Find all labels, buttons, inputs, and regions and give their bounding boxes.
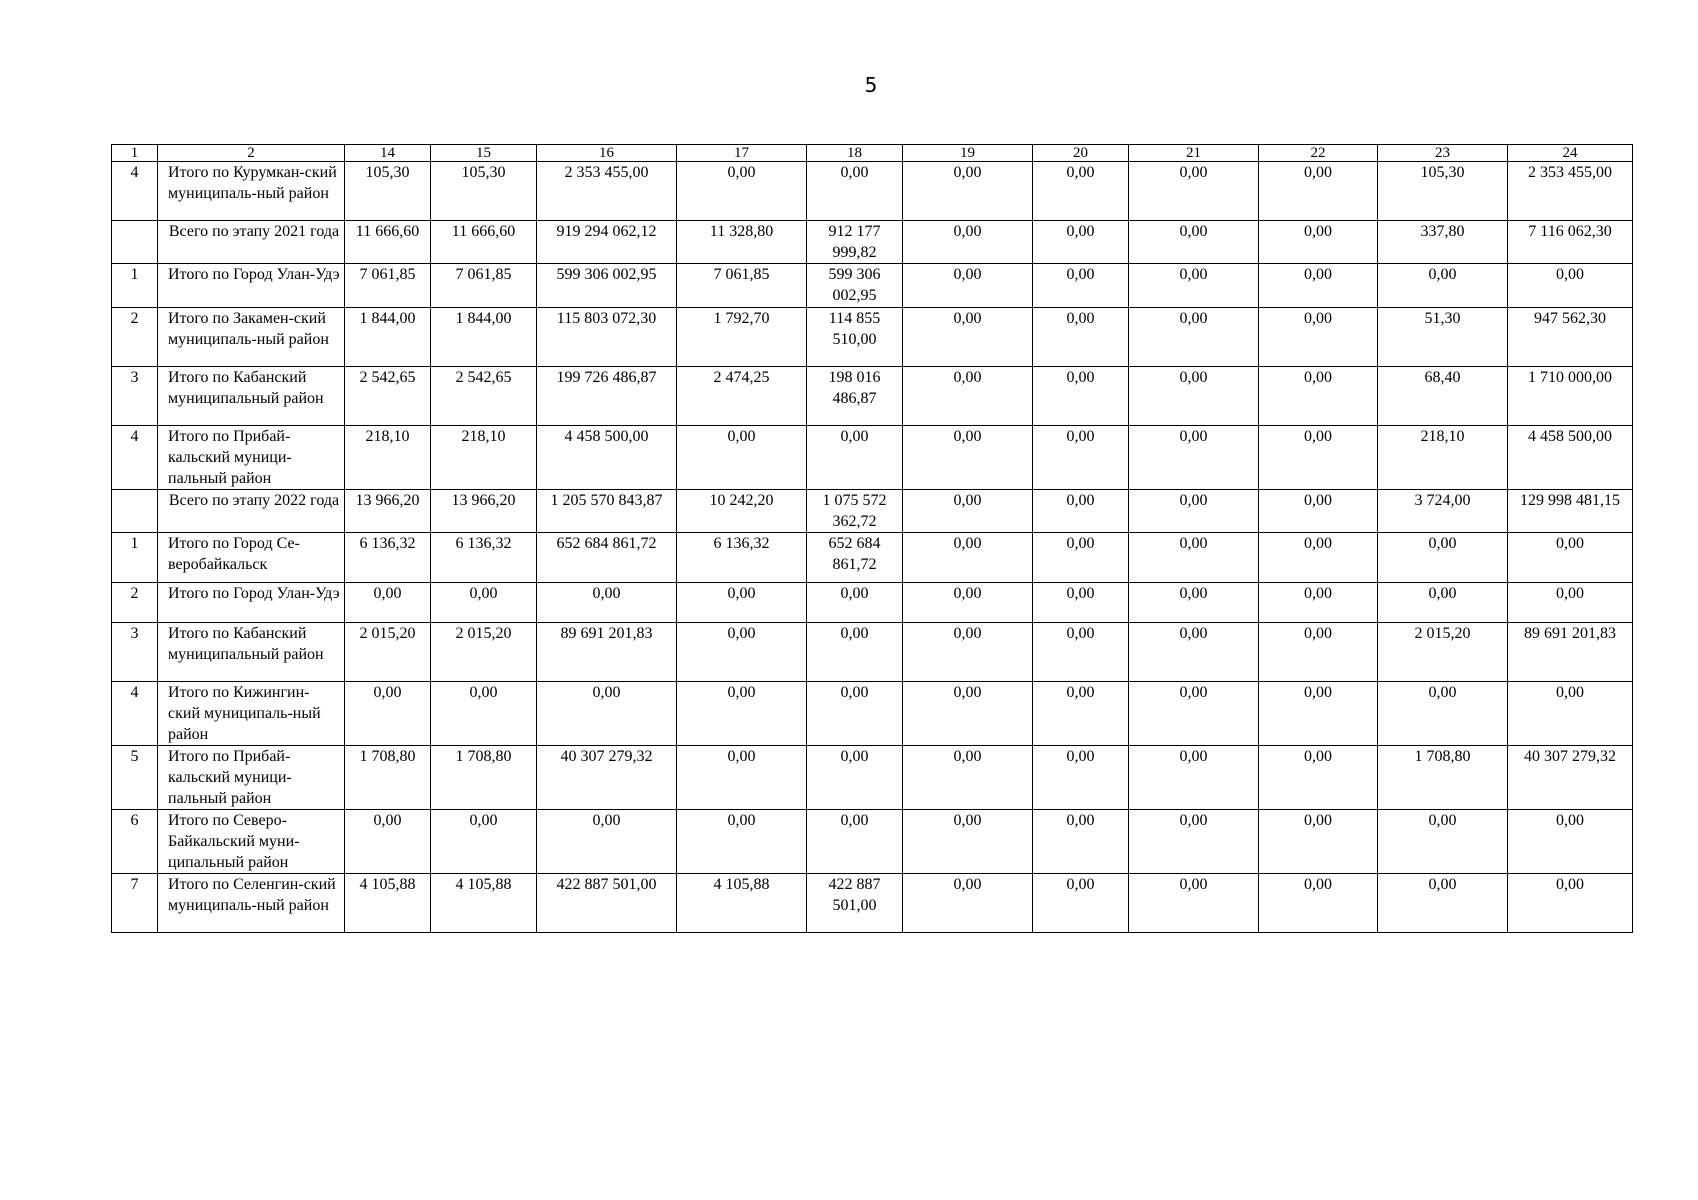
value-cell-col-23: 105,30 xyxy=(1378,162,1508,221)
value-cell-col-21: 0,00 xyxy=(1129,682,1259,746)
value-cell-col-24: 947 562,30 xyxy=(1508,308,1633,367)
value-cell-col-17: 1 792,70 xyxy=(677,308,807,367)
value-cell-col-16: 0,00 xyxy=(537,682,677,746)
value-cell-col-17: 2 474,25 xyxy=(677,367,807,426)
table-row xyxy=(112,583,1633,623)
value-cell-col-15: 11 666,60 xyxy=(431,221,537,264)
value-cell-col-23: 0,00 xyxy=(1378,264,1508,308)
value-cell-col-23: 0,00 xyxy=(1378,810,1508,874)
value-cell-col-22: 0,00 xyxy=(1259,221,1378,264)
row-name-cell: Всего по этапу 2022 года xyxy=(158,490,345,533)
value-cell-col-14: 2 542,65 xyxy=(345,367,431,426)
value-cell-col-16: 2 353 455,00 xyxy=(537,162,677,221)
row-index-cell: 3 xyxy=(112,367,158,426)
value-cell-col-15: 7 061,85 xyxy=(431,264,537,308)
value-cell-col-21: 0,00 xyxy=(1129,490,1259,533)
row-name-cell: Итого по Прибай-кальский муници-пальный район xyxy=(158,746,345,810)
value-cell-col-14: 105,30 xyxy=(345,162,431,221)
value-cell-col-22: 0,00 xyxy=(1259,682,1378,746)
total-row xyxy=(112,490,1633,533)
row-index-cell: 4 xyxy=(112,682,158,746)
value-cell-col-14: 218,10 xyxy=(345,426,431,490)
value-cell-col-20: 0,00 xyxy=(1033,426,1129,490)
value-cell-col-19: 0,00 xyxy=(903,810,1033,874)
row-index-cell: 4 xyxy=(112,426,158,490)
value-cell-col-21: 0,00 xyxy=(1129,874,1259,933)
column-header-22: 22 xyxy=(1259,145,1378,162)
row-index-cell: 3 xyxy=(112,623,158,682)
column-header-1: 1 xyxy=(112,145,158,162)
value-cell-col-20: 0,00 xyxy=(1033,162,1129,221)
value-cell-col-18: 0,00 xyxy=(807,162,903,221)
column-header-23: 23 xyxy=(1378,145,1508,162)
value-cell-col-23: 0,00 xyxy=(1378,682,1508,746)
column-header-14: 14 xyxy=(345,145,431,162)
value-cell-col-17: 0,00 xyxy=(677,583,807,623)
value-cell-col-19: 0,00 xyxy=(903,264,1033,308)
value-cell-col-17: 0,00 xyxy=(677,623,807,682)
value-cell-col-24: 7 116 062,30 xyxy=(1508,221,1633,264)
value-cell-col-20: 0,00 xyxy=(1033,264,1129,308)
value-cell-col-20: 0,00 xyxy=(1033,583,1129,623)
value-cell-col-23: 0,00 xyxy=(1378,533,1508,583)
value-cell-col-14: 1 844,00 xyxy=(345,308,431,367)
value-cell-col-18: 0,00 xyxy=(807,810,903,874)
value-cell-col-18: 0,00 xyxy=(807,583,903,623)
value-cell-col-17: 0,00 xyxy=(677,746,807,810)
value-cell-col-20: 0,00 xyxy=(1033,746,1129,810)
value-cell-col-19: 0,00 xyxy=(903,682,1033,746)
value-cell-col-22: 0,00 xyxy=(1259,623,1378,682)
row-index-cell: 5 xyxy=(112,746,158,810)
value-cell-col-14: 2 015,20 xyxy=(345,623,431,682)
value-cell-col-22: 0,00 xyxy=(1259,490,1378,533)
value-cell-col-20: 0,00 xyxy=(1033,682,1129,746)
value-cell-col-22: 0,00 xyxy=(1259,264,1378,308)
value-cell-col-18: 422 887 501,00 xyxy=(807,874,903,933)
value-cell-col-20: 0,00 xyxy=(1033,367,1129,426)
value-cell-col-16: 599 306 002,95 xyxy=(537,264,677,308)
row-index-cell: 1 xyxy=(112,264,158,308)
value-cell-col-20: 0,00 xyxy=(1033,490,1129,533)
value-cell-col-15: 1 844,00 xyxy=(431,308,537,367)
table-row xyxy=(112,533,1633,583)
value-cell-col-23: 0,00 xyxy=(1378,874,1508,933)
value-cell-col-24: 0,00 xyxy=(1508,810,1633,874)
table-body xyxy=(112,162,1633,933)
column-header-15: 15 xyxy=(431,145,537,162)
column-header-18: 18 xyxy=(807,145,903,162)
value-cell-col-14: 4 105,88 xyxy=(345,874,431,933)
table-header xyxy=(112,145,1633,162)
value-cell-col-22: 0,00 xyxy=(1259,162,1378,221)
column-header-19: 19 xyxy=(903,145,1033,162)
value-cell-col-15: 4 105,88 xyxy=(431,874,537,933)
value-cell-col-19: 0,00 xyxy=(903,746,1033,810)
column-header-21: 21 xyxy=(1129,145,1259,162)
value-cell-col-24: 0,00 xyxy=(1508,583,1633,623)
value-cell-col-17: 0,00 xyxy=(677,426,807,490)
value-cell-col-17: 7 061,85 xyxy=(677,264,807,308)
column-header-2: 2 xyxy=(158,145,345,162)
report-table xyxy=(111,144,1633,933)
value-cell-col-16: 4 458 500,00 xyxy=(537,426,677,490)
value-cell-col-16: 199 726 486,87 xyxy=(537,367,677,426)
value-cell-col-18: 0,00 xyxy=(807,426,903,490)
value-cell-col-17: 11 328,80 xyxy=(677,221,807,264)
column-header-20: 20 xyxy=(1033,145,1129,162)
value-cell-col-15: 0,00 xyxy=(431,682,537,746)
value-cell-col-19: 0,00 xyxy=(903,162,1033,221)
value-cell-col-14: 0,00 xyxy=(345,583,431,623)
table-row xyxy=(112,746,1633,810)
value-cell-col-21: 0,00 xyxy=(1129,746,1259,810)
value-cell-col-16: 652 684 861,72 xyxy=(537,533,677,583)
value-cell-col-15: 1 708,80 xyxy=(431,746,537,810)
value-cell-col-14: 11 666,60 xyxy=(345,221,431,264)
value-cell-col-18: 0,00 xyxy=(807,682,903,746)
value-cell-col-16: 0,00 xyxy=(537,583,677,623)
value-cell-col-14: 0,00 xyxy=(345,810,431,874)
column-header-24: 24 xyxy=(1508,145,1633,162)
row-name-cell: Итого по Курумкан-ский муниципаль-ный район xyxy=(158,162,345,221)
value-cell-col-23: 3 724,00 xyxy=(1378,490,1508,533)
value-cell-col-16: 1 205 570 843,87 xyxy=(537,490,677,533)
value-cell-col-15: 2 015,20 xyxy=(431,623,537,682)
value-cell-col-23: 1 708,80 xyxy=(1378,746,1508,810)
value-cell-col-16: 0,00 xyxy=(537,810,677,874)
value-cell-col-18: 912 177 999,82 xyxy=(807,221,903,264)
value-cell-col-22: 0,00 xyxy=(1259,426,1378,490)
value-cell-col-17: 6 136,32 xyxy=(677,533,807,583)
value-cell-col-17: 0,00 xyxy=(677,810,807,874)
value-cell-col-19: 0,00 xyxy=(903,874,1033,933)
row-index-cell: 4 xyxy=(112,162,158,221)
value-cell-col-20: 0,00 xyxy=(1033,221,1129,264)
value-cell-col-15: 0,00 xyxy=(431,810,537,874)
row-name-cell: Итого по Кабанский муниципальный район xyxy=(158,367,345,426)
value-cell-col-16: 40 307 279,32 xyxy=(537,746,677,810)
value-cell-col-23: 51,30 xyxy=(1378,308,1508,367)
value-cell-col-19: 0,00 xyxy=(903,490,1033,533)
row-index-cell: 1 xyxy=(112,533,158,583)
value-cell-col-24: 1 710 000,00 xyxy=(1508,367,1633,426)
page-number: 5 xyxy=(864,73,878,97)
value-cell-col-22: 0,00 xyxy=(1259,367,1378,426)
table-row xyxy=(112,426,1633,490)
value-cell-col-14: 7 061,85 xyxy=(345,264,431,308)
value-cell-col-18: 0,00 xyxy=(807,623,903,682)
row-name-cell: Итого по Город Се-веробайкальск xyxy=(158,533,345,583)
value-cell-col-15: 6 136,32 xyxy=(431,533,537,583)
value-cell-col-24: 0,00 xyxy=(1508,264,1633,308)
value-cell-col-24: 89 691 201,83 xyxy=(1508,623,1633,682)
value-cell-col-21: 0,00 xyxy=(1129,583,1259,623)
value-cell-col-20: 0,00 xyxy=(1033,533,1129,583)
value-cell-col-18: 114 855 510,00 xyxy=(807,308,903,367)
value-cell-col-23: 2 015,20 xyxy=(1378,623,1508,682)
value-cell-col-19: 0,00 xyxy=(903,533,1033,583)
value-cell-col-22: 0,00 xyxy=(1259,810,1378,874)
value-cell-col-15: 13 966,20 xyxy=(431,490,537,533)
table-row xyxy=(112,874,1633,933)
row-name-cell: Итого по Город Улан-Удэ xyxy=(158,583,345,623)
row-name-cell: Итого по Кижингин-ский муниципаль-ный район xyxy=(158,682,345,746)
total-row xyxy=(112,221,1633,264)
value-cell-col-17: 4 105,88 xyxy=(677,874,807,933)
column-header-17: 17 xyxy=(677,145,807,162)
value-cell-col-18: 652 684 861,72 xyxy=(807,533,903,583)
row-name-cell: Итого по Закамен-ский муниципаль-ный район xyxy=(158,308,345,367)
value-cell-col-16: 115 803 072,30 xyxy=(537,308,677,367)
value-cell-col-18: 599 306 002,95 xyxy=(807,264,903,308)
row-index-cell: 6 xyxy=(112,810,158,874)
value-cell-col-16: 89 691 201,83 xyxy=(537,623,677,682)
value-cell-col-24: 2 353 455,00 xyxy=(1508,162,1633,221)
value-cell-col-18: 198 016 486,87 xyxy=(807,367,903,426)
row-name-cell: Итого по Кабанский муниципальный район xyxy=(158,623,345,682)
value-cell-col-19: 0,00 xyxy=(903,367,1033,426)
value-cell-col-14: 1 708,80 xyxy=(345,746,431,810)
table-row xyxy=(112,264,1633,308)
value-cell-col-21: 0,00 xyxy=(1129,810,1259,874)
table-row xyxy=(112,623,1633,682)
value-cell-col-21: 0,00 xyxy=(1129,264,1259,308)
value-cell-col-14: 13 966,20 xyxy=(345,490,431,533)
value-cell-col-21: 0,00 xyxy=(1129,367,1259,426)
value-cell-col-20: 0,00 xyxy=(1033,810,1129,874)
value-cell-col-16: 422 887 501,00 xyxy=(537,874,677,933)
value-cell-col-21: 0,00 xyxy=(1129,426,1259,490)
value-cell-col-21: 0,00 xyxy=(1129,162,1259,221)
value-cell-col-16: 919 294 062,12 xyxy=(537,221,677,264)
value-cell-col-24: 0,00 xyxy=(1508,682,1633,746)
value-cell-col-14: 6 136,32 xyxy=(345,533,431,583)
value-cell-col-19: 0,00 xyxy=(903,623,1033,682)
value-cell-col-22: 0,00 xyxy=(1259,583,1378,623)
value-cell-col-17: 10 242,20 xyxy=(677,490,807,533)
value-cell-col-20: 0,00 xyxy=(1033,308,1129,367)
value-cell-col-19: 0,00 xyxy=(903,426,1033,490)
value-cell-col-19: 0,00 xyxy=(903,221,1033,264)
column-header-16: 16 xyxy=(537,145,677,162)
value-cell-col-22: 0,00 xyxy=(1259,308,1378,367)
row-name-cell: Итого по Селенгин-ский муниципаль-ный район xyxy=(158,874,345,933)
row-name-cell: Итого по Северо-Байкальский муни-ципальный район xyxy=(158,810,345,874)
table-row xyxy=(112,682,1633,746)
value-cell-col-18: 1 075 572 362,72 xyxy=(807,490,903,533)
value-cell-col-19: 0,00 xyxy=(903,308,1033,367)
value-cell-col-15: 0,00 xyxy=(431,583,537,623)
value-cell-col-21: 0,00 xyxy=(1129,308,1259,367)
value-cell-col-17: 0,00 xyxy=(677,682,807,746)
value-cell-col-17: 0,00 xyxy=(677,162,807,221)
value-cell-col-21: 0,00 xyxy=(1129,221,1259,264)
value-cell-col-19: 0,00 xyxy=(903,583,1033,623)
row-name-cell: Итого по Прибай-кальский муници-пальный район xyxy=(158,426,345,490)
value-cell-col-18: 0,00 xyxy=(807,746,903,810)
value-cell-col-24: 0,00 xyxy=(1508,874,1633,933)
value-cell-col-15: 105,30 xyxy=(431,162,537,221)
table-row xyxy=(112,367,1633,426)
row-index-cell xyxy=(112,221,158,264)
value-cell-col-24: 129 998 481,15 xyxy=(1508,490,1633,533)
column-number-row xyxy=(112,145,1633,162)
row-name-cell: Итого по Город Улан-Удэ xyxy=(158,264,345,308)
value-cell-col-20: 0,00 xyxy=(1033,623,1129,682)
value-cell-col-24: 40 307 279,32 xyxy=(1508,746,1633,810)
value-cell-col-14: 0,00 xyxy=(345,682,431,746)
value-cell-col-23: 68,40 xyxy=(1378,367,1508,426)
value-cell-col-23: 337,80 xyxy=(1378,221,1508,264)
table-row xyxy=(112,308,1633,367)
value-cell-col-15: 218,10 xyxy=(431,426,537,490)
value-cell-col-21: 0,00 xyxy=(1129,533,1259,583)
value-cell-col-22: 0,00 xyxy=(1259,746,1378,810)
row-name-cell: Всего по этапу 2021 года xyxy=(158,221,345,264)
row-index-cell: 7 xyxy=(112,874,158,933)
table-row xyxy=(112,810,1633,874)
value-cell-col-24: 0,00 xyxy=(1508,533,1633,583)
value-cell-col-23: 0,00 xyxy=(1378,583,1508,623)
value-cell-col-23: 218,10 xyxy=(1378,426,1508,490)
value-cell-col-21: 0,00 xyxy=(1129,623,1259,682)
value-cell-col-22: 0,00 xyxy=(1259,874,1378,933)
value-cell-col-22: 0,00 xyxy=(1259,533,1378,583)
value-cell-col-20: 0,00 xyxy=(1033,874,1129,933)
table-row xyxy=(112,162,1633,221)
row-index-cell: 2 xyxy=(112,308,158,367)
row-index-cell: 2 xyxy=(112,583,158,623)
value-cell-col-15: 2 542,65 xyxy=(431,367,537,426)
value-cell-col-24: 4 458 500,00 xyxy=(1508,426,1633,490)
row-index-cell xyxy=(112,490,158,533)
